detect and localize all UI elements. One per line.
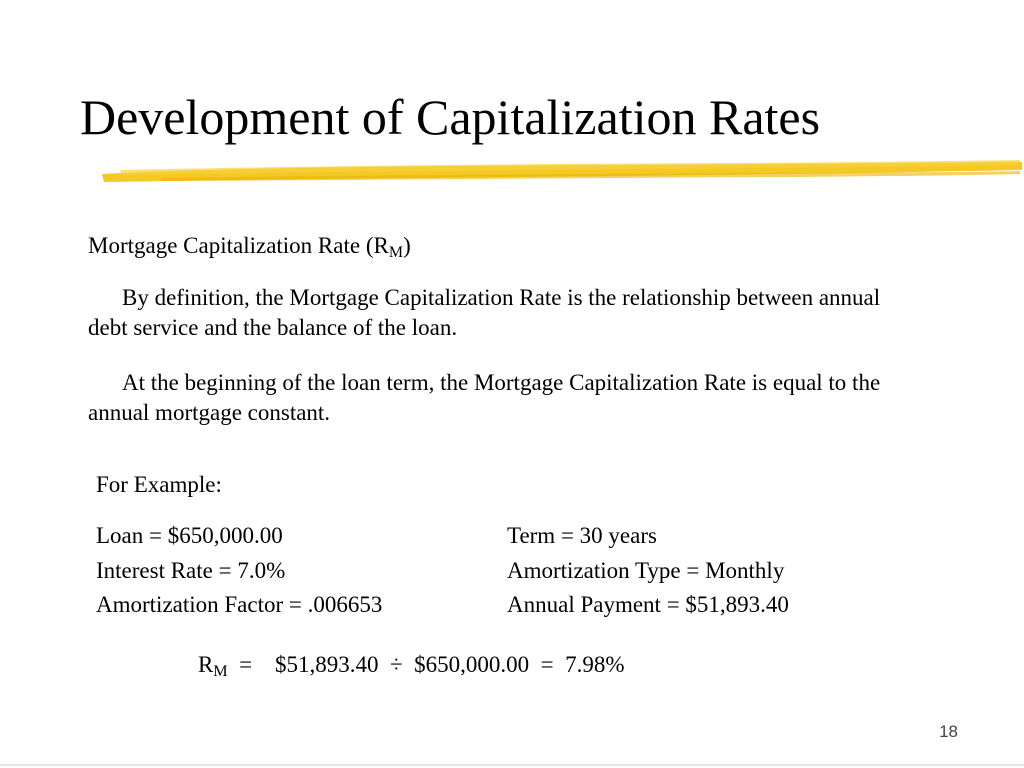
title-highlight-stroke (100, 150, 1024, 190)
formula-symbol: R (198, 652, 214, 677)
example-label: For Example: (96, 472, 222, 497)
loan-value: Loan = $650,000.00 (96, 523, 283, 548)
annual-payment-value: Annual Payment = $51,893.40 (507, 592, 789, 617)
subheading-close: ) (403, 233, 411, 258)
slide-title: Development of Capitalization Rates (80, 89, 821, 145)
term-value: Term = 30 years (507, 523, 657, 548)
interest-rate-value: Interest Rate = 7.0% (96, 558, 286, 583)
formula-subscript: M (213, 663, 228, 680)
bottom-divider (0, 764, 1024, 766)
amortization-type-value: Amortization Type = Monthly (507, 558, 785, 583)
page-number: 18 (939, 722, 958, 741)
subheading-subscript: M (388, 244, 404, 261)
formula-expression: = $51,893.40 ÷ $650,000.00 = 7.98% (227, 652, 625, 677)
amortization-factor-value: Amortization Factor = .006653 (96, 592, 383, 617)
loan-term-paragraph: At the beginning of the loan term, the Mortgage Capitalization Rate is equal to the annual mortgage constant. (88, 370, 881, 425)
subheading-text: Mortgage Capitalization Rate (R (88, 233, 389, 258)
rm-formula (198, 650, 625, 680)
definition-paragraph: By definition, the Mortgage Capitalization Rate is the relationship between annual debt service and the balance of the loan. (88, 285, 881, 340)
subheading (88, 231, 411, 261)
